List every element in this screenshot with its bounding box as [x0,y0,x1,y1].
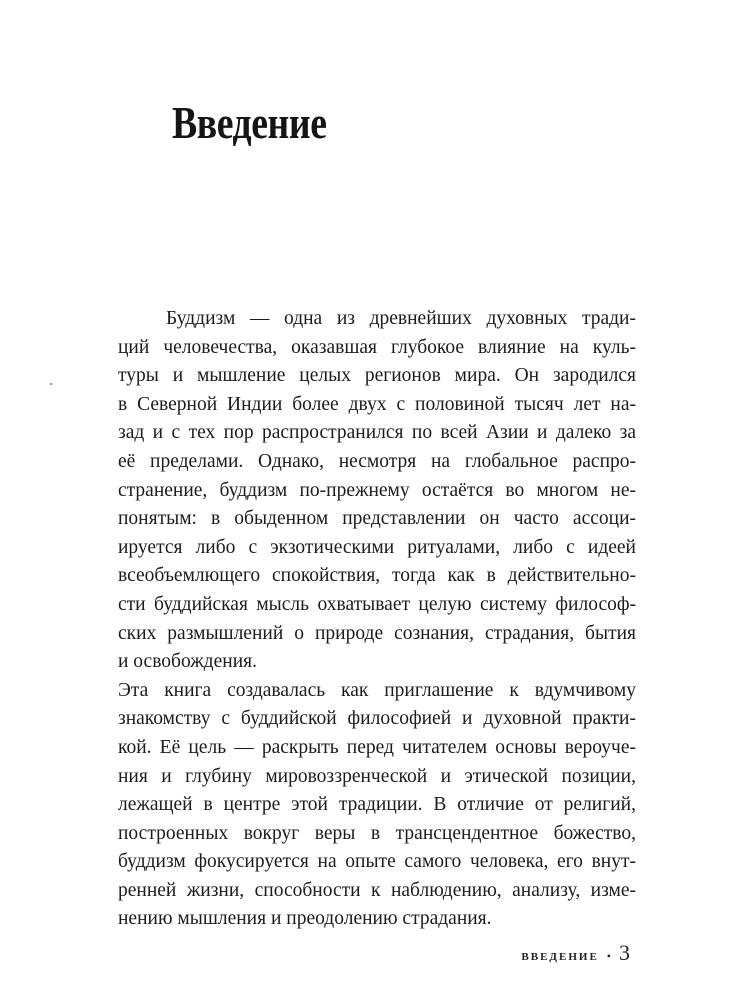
page-number: 3 [619,940,630,965]
text-line: зад и с тех пор распространился по всей Азии и далеко за [118,422,636,444]
text-line: её пределами. Однако, несмотря на глобальное распро- [118,450,636,472]
text-line: странение, буддизм по-прежнему остаётся во многом не- [118,479,636,501]
text-line: ренней жизни, способности к наблюдению, анализу, изме- [118,879,636,901]
text-line: знакомству с буддийской философией и духовной практи- [118,708,636,730]
text-line: всеобъемлющего спокойствия, тогда как в действительно- [118,565,636,587]
text-line: туры и мышление целых регионов мира. Он зародился [118,365,636,387]
running-head: ВВЕДЕНИЕ [521,951,599,963]
text-line: Буддизм — одна из древнейших духовных тради- [166,308,636,329]
text-line: нению мышления и преодолению страдания. [118,908,492,930]
text-line: ния и глубину мировоззренческой и этической позиции, [118,765,636,787]
body-text [118,305,636,934]
paragraph-2 [118,677,636,934]
page-footer [521,940,630,966]
text-line: в Северной Индии более двух с половиной тысяч лет на- [118,393,636,415]
text-line: Эта книга создавалась как приглашение к вдумчивому [118,679,636,701]
paragraph-1 [118,305,636,677]
text-line: кой. Её цель — раскрыть перед читателем основы вероуче- [118,736,636,758]
text-line: лежащей в центре этой традиции. В отличие от религий, [118,794,636,816]
print-speck [50,383,52,385]
text-line: ских размышлений о природе сознания, страдания, бытия [118,622,636,644]
text-line: построенных вокруг веры в трансцендентное божество, [118,822,636,844]
text-line: ций человечества, оказавшая глубокое влияние на куль- [118,336,636,358]
text-line: сти буддийская мысль охватывает целую систему философ- [118,593,636,615]
bullet-separator: • [606,949,611,963]
text-line: ируется либо с экзотическими ритуалами, либо с идеей [118,536,636,558]
chapter-title: Введение [172,97,327,148]
text-line: буддизм фокусируется на опыте самого человека, его внут- [118,851,636,873]
text-line: и освобождения. [118,651,257,673]
text-line: понятым: в обыденном представлении он часто ассоци- [118,508,636,530]
